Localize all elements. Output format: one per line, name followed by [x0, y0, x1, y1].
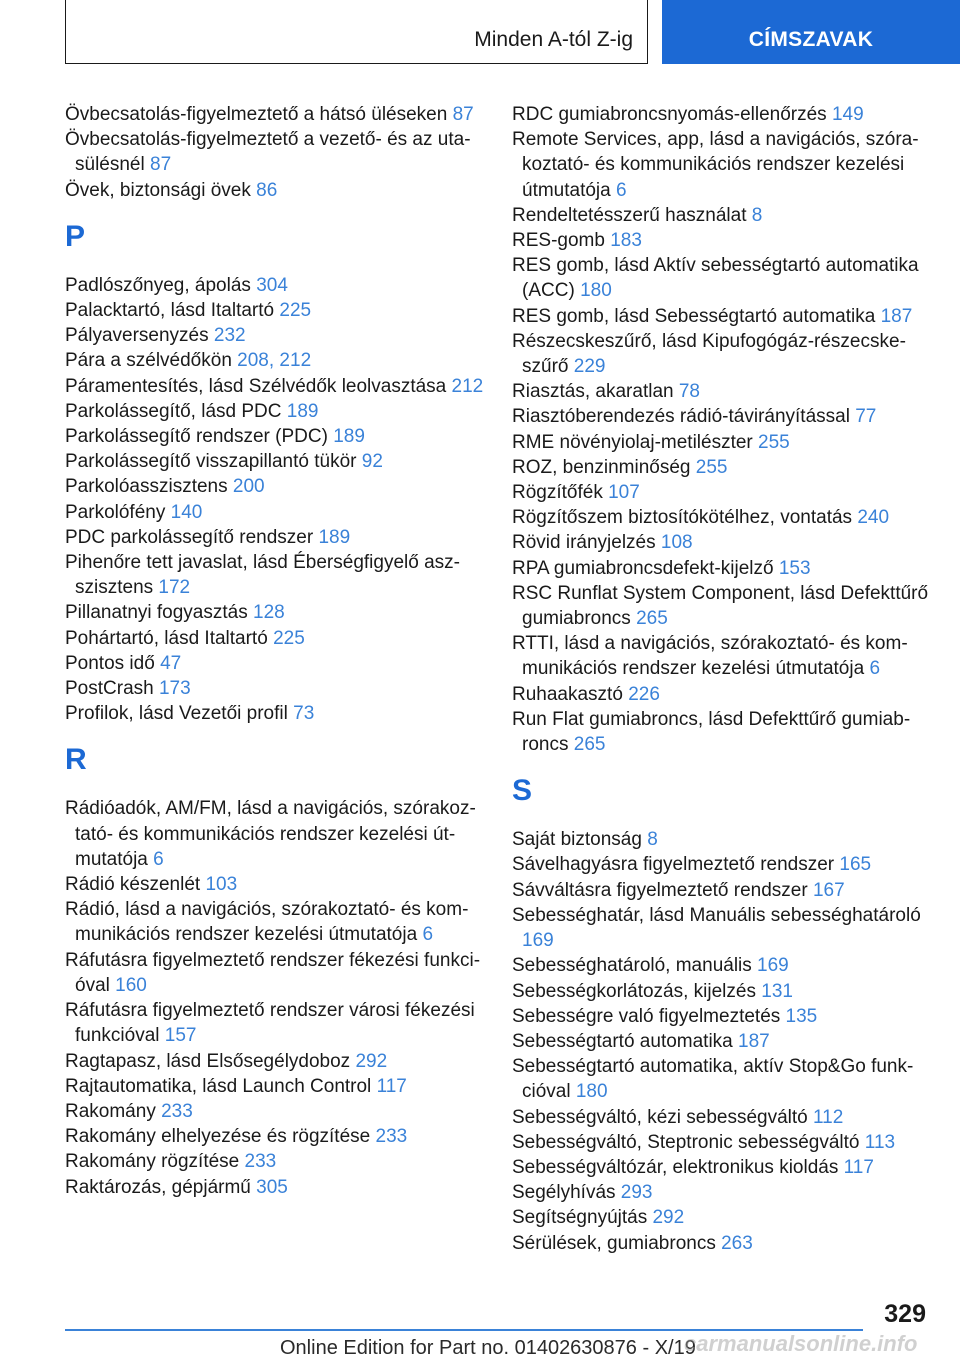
index-entry-page-link[interactable]: 173: [158, 678, 191, 700]
index-entry: [65, 651, 485, 676]
index-entry: [65, 1124, 485, 1149]
index-entry: [65, 525, 485, 550]
index-entry-text: Sebességkorlátozás, kijelzés: [512, 980, 756, 1002]
index-entry-text: RTTI, lásd a navigációs, szórakoztató- és kommunikációs rendszer kezelési útmutatója: [512, 633, 908, 680]
index-entry-text: Pillanatnyi fogyasztás: [65, 602, 248, 624]
index-entry-page-link[interactable]: 169: [522, 930, 554, 952]
page-number: 329: [884, 1300, 926, 1328]
index-entry-page-link[interactable]: 117: [843, 1156, 874, 1178]
index-entry-text: Ragtapasz, lásd Elsősegélydoboz: [65, 1050, 351, 1072]
index-entry: [512, 102, 932, 127]
index-entry: [65, 399, 485, 424]
index-entry-text: Rendeltetésszerű használat: [512, 204, 747, 226]
index-entry-text: Parkolássegítő rendszer (PDC): [65, 426, 328, 448]
index-entry: [65, 298, 485, 323]
index-entry-text: RSC Runflat System Component, lásd Defekttűrő gumiabroncs: [512, 582, 929, 630]
index-entry: [512, 505, 932, 530]
index-entry: [65, 449, 485, 474]
index-entry-text: RES gomb, lásd Sebességtartó automatika: [512, 305, 876, 327]
index-entry-page-link[interactable]: 212: [451, 375, 484, 397]
index-entry-text: Parkolófény: [65, 501, 166, 523]
index-entry: [512, 581, 932, 631]
index-entry: [512, 1004, 932, 1029]
index-entry-page-link[interactable]: 189: [333, 426, 365, 448]
index-entry-page-link[interactable]: 225: [279, 300, 312, 322]
index-entry-text: Parkolássegítő, lásd PDC: [65, 400, 282, 422]
tab-keywords[interactable]: [662, 0, 960, 64]
index-entry: [65, 796, 485, 872]
index-entry: [512, 203, 932, 228]
index-entry-page-link[interactable]: 233: [244, 1151, 277, 1173]
index-entry: [512, 1205, 932, 1230]
index-entry-text: RDC gumiabroncsnyomás-ellenőrzés: [512, 104, 827, 125]
index-entry: [65, 1149, 485, 1174]
index-entry-page-link[interactable]: 153: [778, 557, 811, 579]
index-entry: [65, 424, 485, 449]
index-entry-page-link[interactable]: 167: [812, 879, 845, 901]
index-entry-text: PDC parkolássegítő rendszer: [65, 526, 314, 548]
index-entry-text: Ráfutásra figyelmeztető rendszer városi fékezési funkcióval: [65, 1000, 475, 1047]
index-entry-page-link[interactable]: 172: [158, 577, 191, 599]
index-entry-text: Övbecsatolás-figyelmeztető a hátsó üléseken: [65, 104, 448, 125]
index-entry: [512, 1231, 932, 1256]
index-entry-page-link[interactable]: 117: [376, 1075, 407, 1097]
index-entry-text: Sebességhatároló, manuális: [512, 955, 752, 977]
index-entry-page-link[interactable]: 160: [115, 974, 147, 996]
index-column-right: [512, 102, 932, 1256]
index-entry-page-link[interactable]: 180: [575, 1081, 608, 1103]
index-entry: [512, 953, 932, 978]
index-entry-text: RES gomb, lásd Aktív sebességtartó automatika (ACC): [512, 255, 919, 302]
index-entry: [65, 1099, 485, 1124]
index-entry-text: RME növényiolaj-metilészter: [512, 431, 753, 453]
index-entry: [65, 948, 485, 998]
index-letter-heading: P: [65, 219, 86, 253]
index-entry-text: Ruhaakasztó: [512, 683, 623, 705]
index-entry-page-link[interactable]: 229: [573, 356, 606, 378]
index-entry-text: Sebességváltó, Steptronic sebességváltó: [512, 1131, 860, 1153]
index-entry-page-link[interactable]: 87: [452, 104, 474, 125]
index-entry-page-link[interactable]: 233: [375, 1126, 408, 1148]
index-entry: [65, 1175, 485, 1200]
index-entry: [512, 530, 932, 555]
index-entry: [512, 682, 932, 707]
index-entry-text: Sebességhatár, lásd Manuális sebességhatároló: [512, 904, 921, 926]
index-entry-page-link[interactable]: 78: [678, 381, 700, 403]
index-entry: [512, 127, 932, 203]
index-entry-page-link[interactable]: 6: [153, 848, 164, 870]
index-entry: [512, 556, 932, 581]
index-entry-text: Raktározás, gépjármű: [65, 1176, 251, 1198]
index-entry-text: Pára a szélvédőkön: [65, 350, 232, 372]
index-entry-page-link[interactable]: 92: [361, 451, 383, 473]
index-entry-page-link[interactable]: 113: [864, 1131, 896, 1153]
tab-keywords-label: CÍMSZAVAK: [748, 28, 874, 51]
index-entry: [65, 676, 485, 701]
index-entry-text: Segélyhívás: [512, 1182, 616, 1204]
index-entry-page-link[interactable]: 292: [652, 1207, 685, 1229]
index-entry: [512, 1054, 932, 1104]
index-entry: [512, 304, 932, 329]
index-entry: [65, 273, 485, 298]
index-letter-heading: R: [65, 743, 87, 777]
index-entry: [65, 1074, 485, 1099]
index-entry-page-link[interactable]: 6: [616, 179, 627, 201]
index-entry-page-link[interactable]: 292: [355, 1050, 388, 1072]
index-entry-text: Padlószőnyeg, ápolás: [65, 274, 251, 296]
index-entry-page-link[interactable]: 187: [738, 1030, 770, 1052]
index-entry-text: Sebességre való figyelmeztetés: [512, 1005, 781, 1027]
index-entry: [65, 897, 485, 947]
index-entry-page-link[interactable]: 255: [695, 456, 728, 478]
index-entry-text: Pihenőre tett javaslat, lásd Éberségfigyelő aszszisztens: [65, 552, 460, 599]
index-letter-heading: S: [512, 774, 533, 808]
index-entry-page-link[interactable]: 187: [880, 305, 913, 327]
index-entry-text: Run Flat gumiabroncs, lásd Defekttűrő gumiabroncs: [512, 708, 911, 756]
index-entry: [512, 329, 932, 379]
index-entry-text: Sebességváltó, kézi sebességváltó: [512, 1106, 808, 1128]
index-entry-page-link[interactable]: 140: [170, 501, 203, 523]
index-entry-text: RES-gomb: [512, 230, 605, 252]
index-entry-page-link[interactable]: 180: [580, 280, 612, 302]
index-entry-text: Páramentesítés, lásd Szélvédők leolvasztása: [65, 375, 447, 397]
index-entry-text: Rakomány: [65, 1100, 156, 1122]
index-entry-page-link[interactable]: 232: [213, 325, 246, 347]
index-entry-page-link[interactable]: 6: [869, 658, 881, 680]
index-entry-page-link[interactable]: 8: [751, 204, 763, 226]
index-entry: [512, 979, 932, 1004]
index-entry-page-link[interactable]: 255: [758, 431, 790, 453]
index-entry: [65, 323, 485, 348]
index-entry-page-link[interactable]: 169: [757, 955, 789, 977]
index-entry-text: Sávváltásra figyelmeztető rendszer: [512, 879, 808, 901]
index-entry-text: Rajtautomatika, lásd Launch Control: [65, 1075, 372, 1097]
index-entry-page-link[interactable]: 6: [422, 924, 434, 946]
index-entry: [65, 701, 485, 726]
index-entry-page-link[interactable]: 265: [573, 734, 606, 756]
index-entry-text: Profilok, lásd Vezetői profil: [65, 703, 288, 725]
index-entry-text: Pályaversenyzés: [65, 325, 209, 347]
index-entry-page-link[interactable]: 135: [785, 1005, 818, 1027]
index-entry-page-link[interactable]: 200: [232, 476, 265, 498]
index-entry-text: Rakomány rögzítése: [65, 1151, 240, 1173]
index-entry-text: Segítségnyújtás: [512, 1207, 648, 1229]
index-entry-text: Pohártartó, lásd Italtartó: [65, 627, 268, 649]
index-entry: [512, 480, 932, 505]
index-entry-page-link[interactable]: 87: [150, 154, 172, 176]
index-entry: [512, 1180, 932, 1205]
index-entry-page-link[interactable]: 107: [608, 482, 640, 504]
index-entry: [65, 102, 485, 127]
index-entry: [65, 998, 485, 1048]
index-entry-page-link[interactable]: 183: [610, 230, 642, 252]
index-entry-text: Övek, biztonsági övek: [65, 179, 251, 201]
index-entry-text: Övbecsatolás-figyelmeztető a vezető- és az utasülésnél: [65, 129, 471, 176]
section-tab[interactable]: [65, 0, 648, 64]
index-entry-text: Sebességváltózár, elektronikus kioldás: [512, 1156, 839, 1178]
index-entry-page-link[interactable]: 189: [286, 400, 319, 422]
index-entry-page-link[interactable]: 108: [660, 532, 693, 554]
index-entry-page-link[interactable]: 8: [647, 829, 658, 851]
index-entry-text: RPA gumiabroncsdefekt-kijelző: [512, 557, 774, 579]
index-entry-text: Parkolóasszisztens: [65, 476, 228, 498]
index-entry-text: Ráfutásra figyelmeztető rendszer fékezési funkcióval: [65, 949, 481, 996]
section-tab-label: Minden A-tól Z-ig: [474, 28, 633, 51]
index-entry-page-link[interactable]: 112: [813, 1106, 844, 1128]
index-entry-text: Rövid irányjelzés: [512, 532, 656, 554]
index-entry-text: Palacktartó, lásd Italtartó: [65, 300, 275, 322]
index-entry-page-link[interactable]: 263: [721, 1232, 753, 1254]
index-entry: [512, 707, 932, 757]
index-entry-page-link[interactable]: 293: [620, 1182, 653, 1204]
index-entry-text: Rádióadók, AM/FM, lásd a navigációs, szórakoztató- és kommunikációs rendszer kezelési útmutatója: [65, 798, 476, 870]
index-entry-page-link[interactable]: 86: [256, 179, 278, 201]
index-entry: [512, 631, 932, 681]
index-entry-text: PostCrash: [65, 678, 154, 700]
index-entry: [65, 374, 485, 399]
index-entry-text: Remote Services, app, lásd a navigációs, szórakoztató- és kommunikációs rendszer kezelési útmutatója: [512, 129, 919, 201]
index-entry-text: Pontos idő: [65, 652, 155, 674]
index-entry-text: Részecskeszűrő, lásd Kipufogógáz-részecskeszűrő: [512, 330, 906, 378]
index-entry: [512, 1029, 932, 1054]
index-entry-text: Sávelhagyásra figyelmeztető rendszer: [512, 854, 835, 876]
index-entry-text: Sebességtartó automatika: [512, 1030, 733, 1052]
footer-edition: Online Edition for Part no. 01402630876 - X/19: [280, 1337, 696, 1359]
index-entry-page-link[interactable]: 103: [205, 874, 238, 896]
index-entry-text: Riasztóberendezés rádió-távirányítással: [512, 406, 850, 428]
index-entry: [65, 600, 485, 625]
index-entry-page-link[interactable]: 47: [160, 652, 182, 674]
index-entry: [65, 626, 485, 651]
index-entry: [512, 404, 932, 429]
index-entry: [512, 852, 932, 877]
index-entry-page-link[interactable]: 149: [831, 104, 864, 125]
index-entry-page-link[interactable]: 128: [253, 602, 285, 624]
index-entry: [65, 178, 485, 203]
index-entry-text: Sérülések, gumiabroncs: [512, 1232, 716, 1254]
index-entry-text: Rögzítőszem biztosítókötélhez, vontatás: [512, 507, 853, 529]
index-entry: [65, 348, 485, 373]
index-entry-page-link[interactable]: 77: [855, 406, 877, 428]
index-entry-text: Rádió, lásd a navigációs, szórakoztató- és kommunikációs rendszer kezelési útmutatója: [65, 899, 469, 946]
index-entry-page-link[interactable]: 131: [761, 980, 793, 1002]
index-entry: [512, 878, 932, 903]
index-entry-page-link[interactable]: 240: [857, 507, 890, 529]
index-entry: [512, 253, 932, 303]
index-entry: [65, 550, 485, 600]
index-entry: [512, 1105, 932, 1130]
index-entry: [512, 1130, 932, 1155]
index-entry-page-link[interactable]: 208, 212: [237, 350, 312, 372]
index-entry-page-link[interactable]: 304: [256, 274, 288, 296]
index-column-left: [65, 102, 485, 1200]
index-entry-text: Rádió készenlét: [65, 874, 201, 896]
index-entry-text: Riasztás, akaratlan: [512, 381, 674, 403]
index-entry: [65, 872, 485, 897]
index-entry: [512, 1155, 932, 1180]
index-entry-page-link[interactable]: 225: [273, 627, 305, 649]
index-entry-text: Rögzítőfék: [512, 482, 603, 504]
index-entry: [512, 430, 932, 455]
index-entry: [65, 127, 485, 177]
index-entry-text: ROZ, benzinminőség: [512, 456, 691, 478]
index-entry: [512, 827, 932, 852]
index-entry-page-link[interactable]: 226: [628, 683, 660, 705]
index-entry-page-link[interactable]: 305: [256, 1176, 288, 1198]
index-entry-page-link[interactable]: 265: [636, 608, 668, 630]
index-entry-text: Sebességtartó automatika, aktív Stop&Go funkcióval: [512, 1056, 914, 1103]
index-entry: [65, 500, 485, 525]
index-entry: [512, 903, 932, 953]
index-entry-text: Rakomány elhelyezése és rögzítése: [65, 1126, 371, 1148]
index-entry-page-link[interactable]: 73: [293, 703, 315, 725]
index-entry-text: Parkolássegítő visszapillantó tükör: [65, 451, 357, 473]
index-entry-page-link[interactable]: 165: [839, 854, 872, 876]
index-entry-page-link[interactable]: 233: [161, 1100, 193, 1122]
index-entry: [65, 1049, 485, 1074]
index-entry: [512, 455, 932, 480]
index-entry-text: Saját biztonság: [512, 829, 642, 851]
index-entry-page-link[interactable]: 189: [318, 526, 351, 548]
index-entry-page-link[interactable]: 157: [164, 1025, 197, 1047]
watermark: carmanualsonline.info: [684, 1331, 918, 1356]
index-entry: [512, 228, 932, 253]
index-entry: [512, 379, 932, 404]
index-entry: [65, 474, 485, 499]
